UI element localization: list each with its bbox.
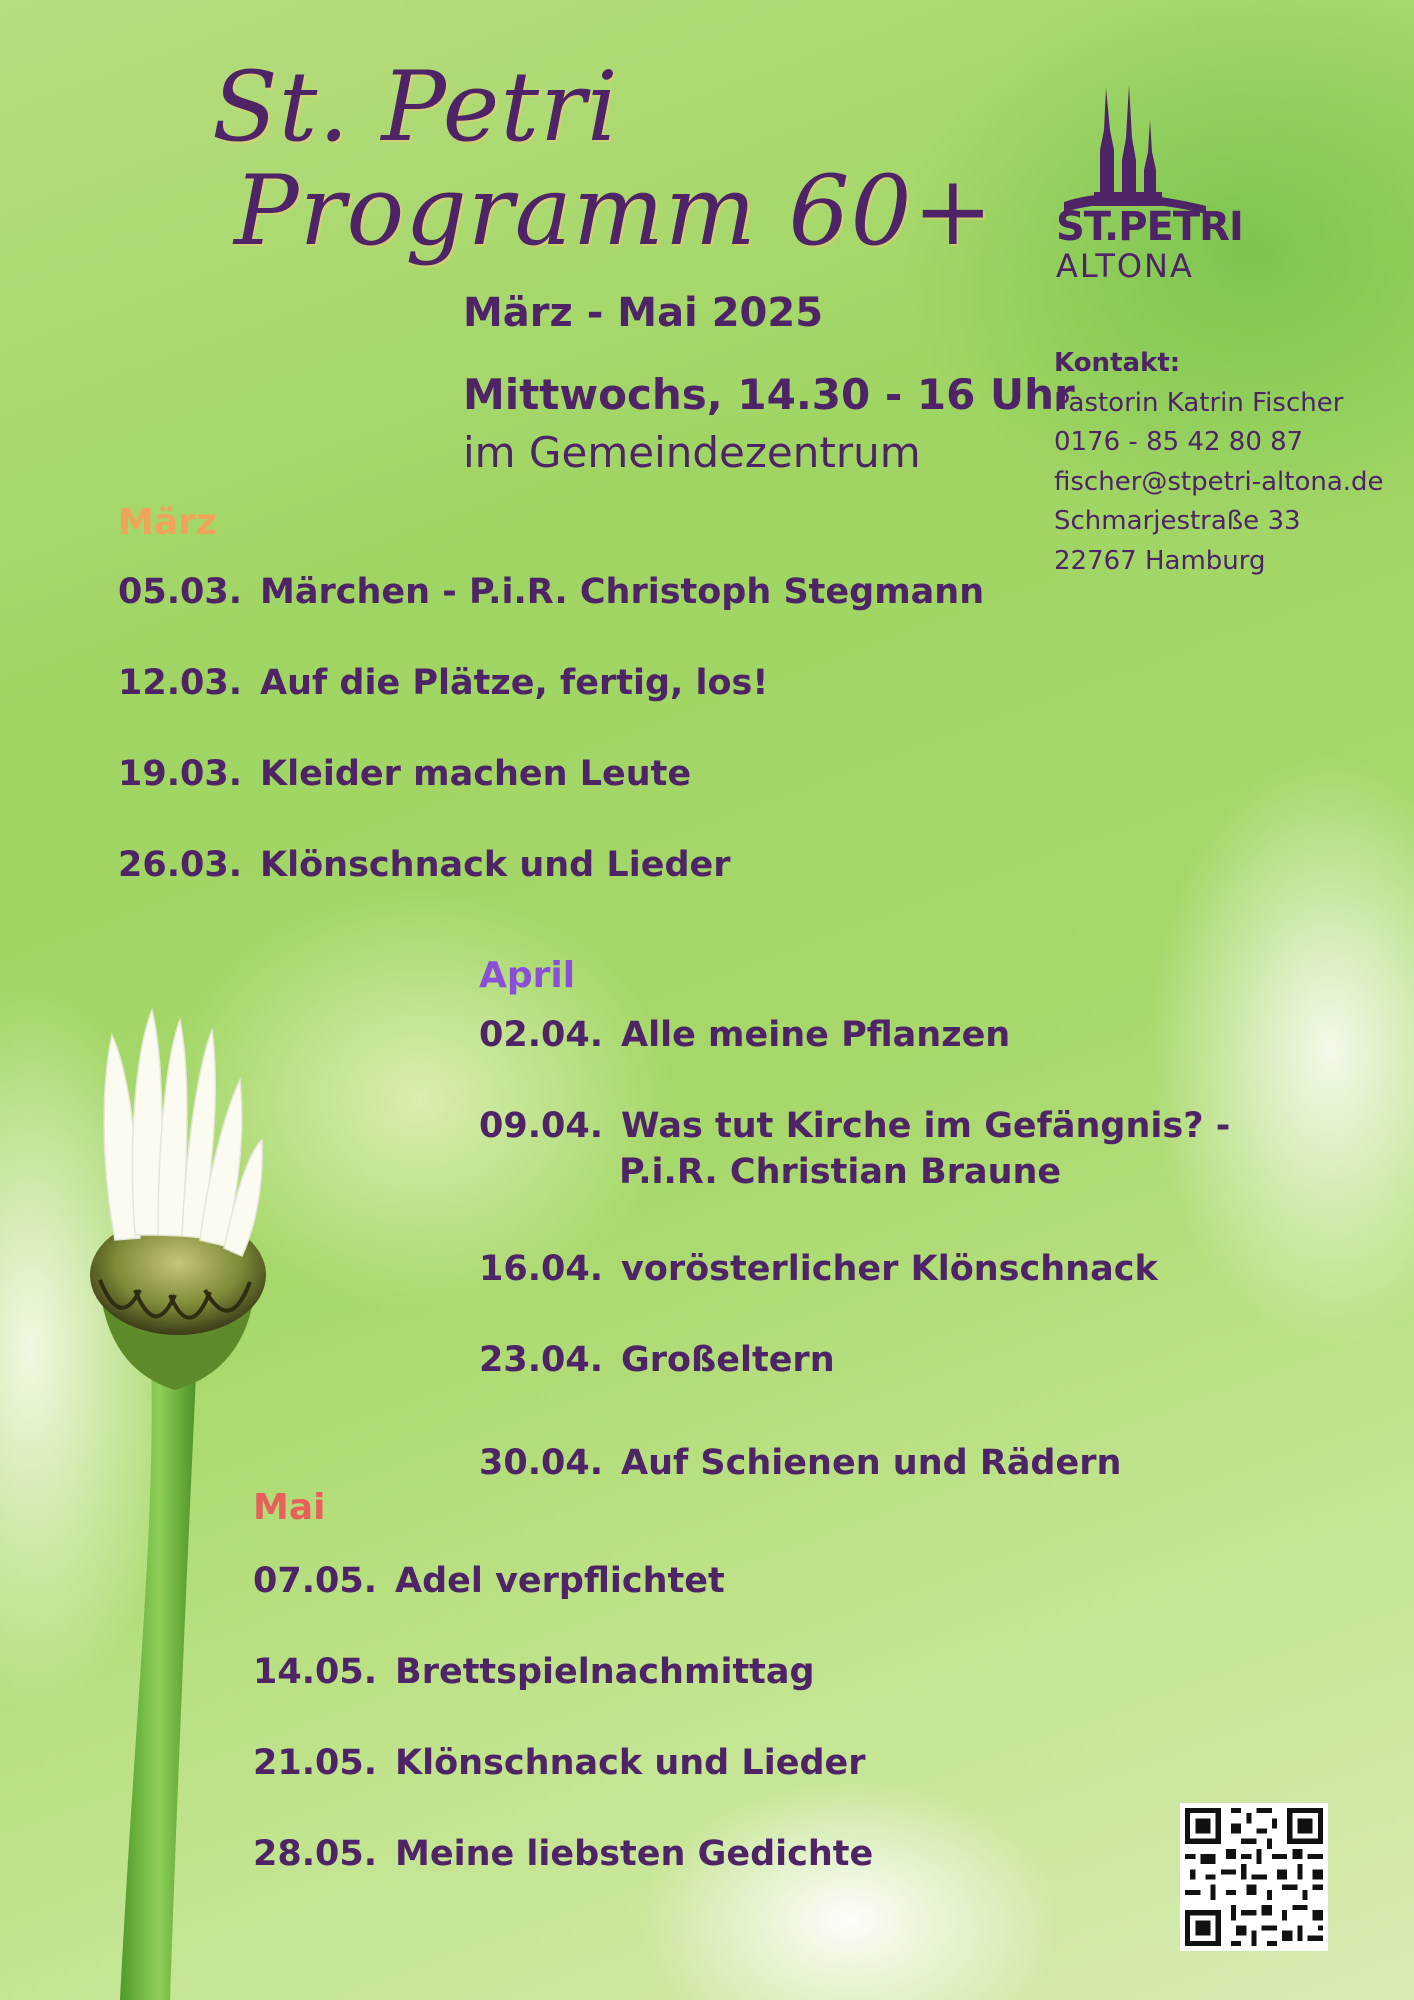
logo-wordmark [1056, 204, 1243, 285]
event-item [479, 1015, 1010, 1055]
event-item [479, 1249, 1158, 1289]
event-date: 07.05. [253, 1561, 378, 1601]
month-heading-april: April [479, 955, 576, 996]
title-line-1: St. Petri [212, 51, 619, 163]
event-date: 14.05. [253, 1652, 378, 1692]
logo-line-2: ALTONA [1056, 247, 1194, 285]
period-text: März - Mai 2025 [463, 290, 824, 336]
event-date: 30.04. [479, 1443, 604, 1483]
event-title: Meine liebsten Gedichte [395, 1834, 874, 1874]
event-title: Großeltern [621, 1340, 835, 1380]
event-title: vorösterlicher Klönschnack [621, 1249, 1158, 1289]
event-title: Klönschnack und Lieder [260, 845, 731, 885]
event-date: 12.03. [118, 663, 243, 703]
contact-label: Kontakt: [1054, 348, 1181, 378]
schedule-text: Mittwochs, 14.30 - 16 Uhr [463, 370, 1075, 419]
event-date: 19.03. [118, 754, 243, 794]
event-date: 23.04. [479, 1340, 604, 1380]
event-item [479, 1340, 835, 1380]
contact-block [1054, 344, 1384, 581]
contact-phone[interactable]: 0176 - 85 42 80 87 [1054, 427, 1304, 457]
event-item [118, 663, 768, 703]
event-date: 05.03. [118, 572, 243, 612]
month-heading-maerz: März [118, 502, 217, 543]
contact-name: Pastorin Katrin Fischer [1054, 387, 1344, 418]
page-title [212, 51, 995, 267]
event-date: 09.04. [479, 1106, 604, 1146]
event-title-line-2: P.i.R. Christian Braune [619, 1152, 1062, 1192]
event-title: Auf Schienen und Rädern [621, 1443, 1122, 1483]
event-title: Alle meine Pflanzen [621, 1015, 1011, 1055]
contact-email[interactable]: fischer@stpetri-altona.de [1054, 466, 1384, 497]
event-title: Auf die Plätze, fertig, los! [260, 663, 769, 703]
event-item [118, 572, 984, 612]
event-item [479, 1443, 1121, 1483]
event-item [253, 1834, 873, 1874]
event-date: 21.05. [253, 1743, 378, 1783]
daisy-bud-illustration [40, 990, 340, 2000]
event-date: 16.04. [479, 1249, 604, 1289]
event-title: Kleider machen Leute [260, 754, 692, 794]
event-title: Adel verpflichtet [395, 1561, 725, 1601]
event-item [118, 754, 691, 794]
contact-street: Schmarjestraße 33 [1054, 506, 1301, 536]
month-heading-mai: Mai [253, 1487, 326, 1528]
location-text: im Gemeindezentrum [463, 428, 921, 477]
event-title: Klönschnack und Lieder [395, 1743, 866, 1783]
event-title: Märchen - P.i.R. Christoph Stegmann [260, 572, 985, 612]
event-title: Brettspielnachmittag [395, 1652, 815, 1692]
event-item [118, 845, 731, 885]
event-title: Was tut Kirche im Gefängnis? - [621, 1106, 1231, 1146]
event-item [253, 1743, 866, 1783]
event-date: 02.04. [479, 1015, 604, 1055]
contact-city: 22767 Hamburg [1054, 545, 1266, 576]
event-date: 28.05. [253, 1834, 378, 1874]
logo-line-1: ST.PETRI [1056, 204, 1243, 250]
qr-code-icon[interactable] [1180, 1803, 1328, 1951]
event-date: 26.03. [118, 845, 243, 885]
event-item [479, 1106, 1230, 1192]
title-line-2: Programm 60+ [234, 155, 995, 267]
